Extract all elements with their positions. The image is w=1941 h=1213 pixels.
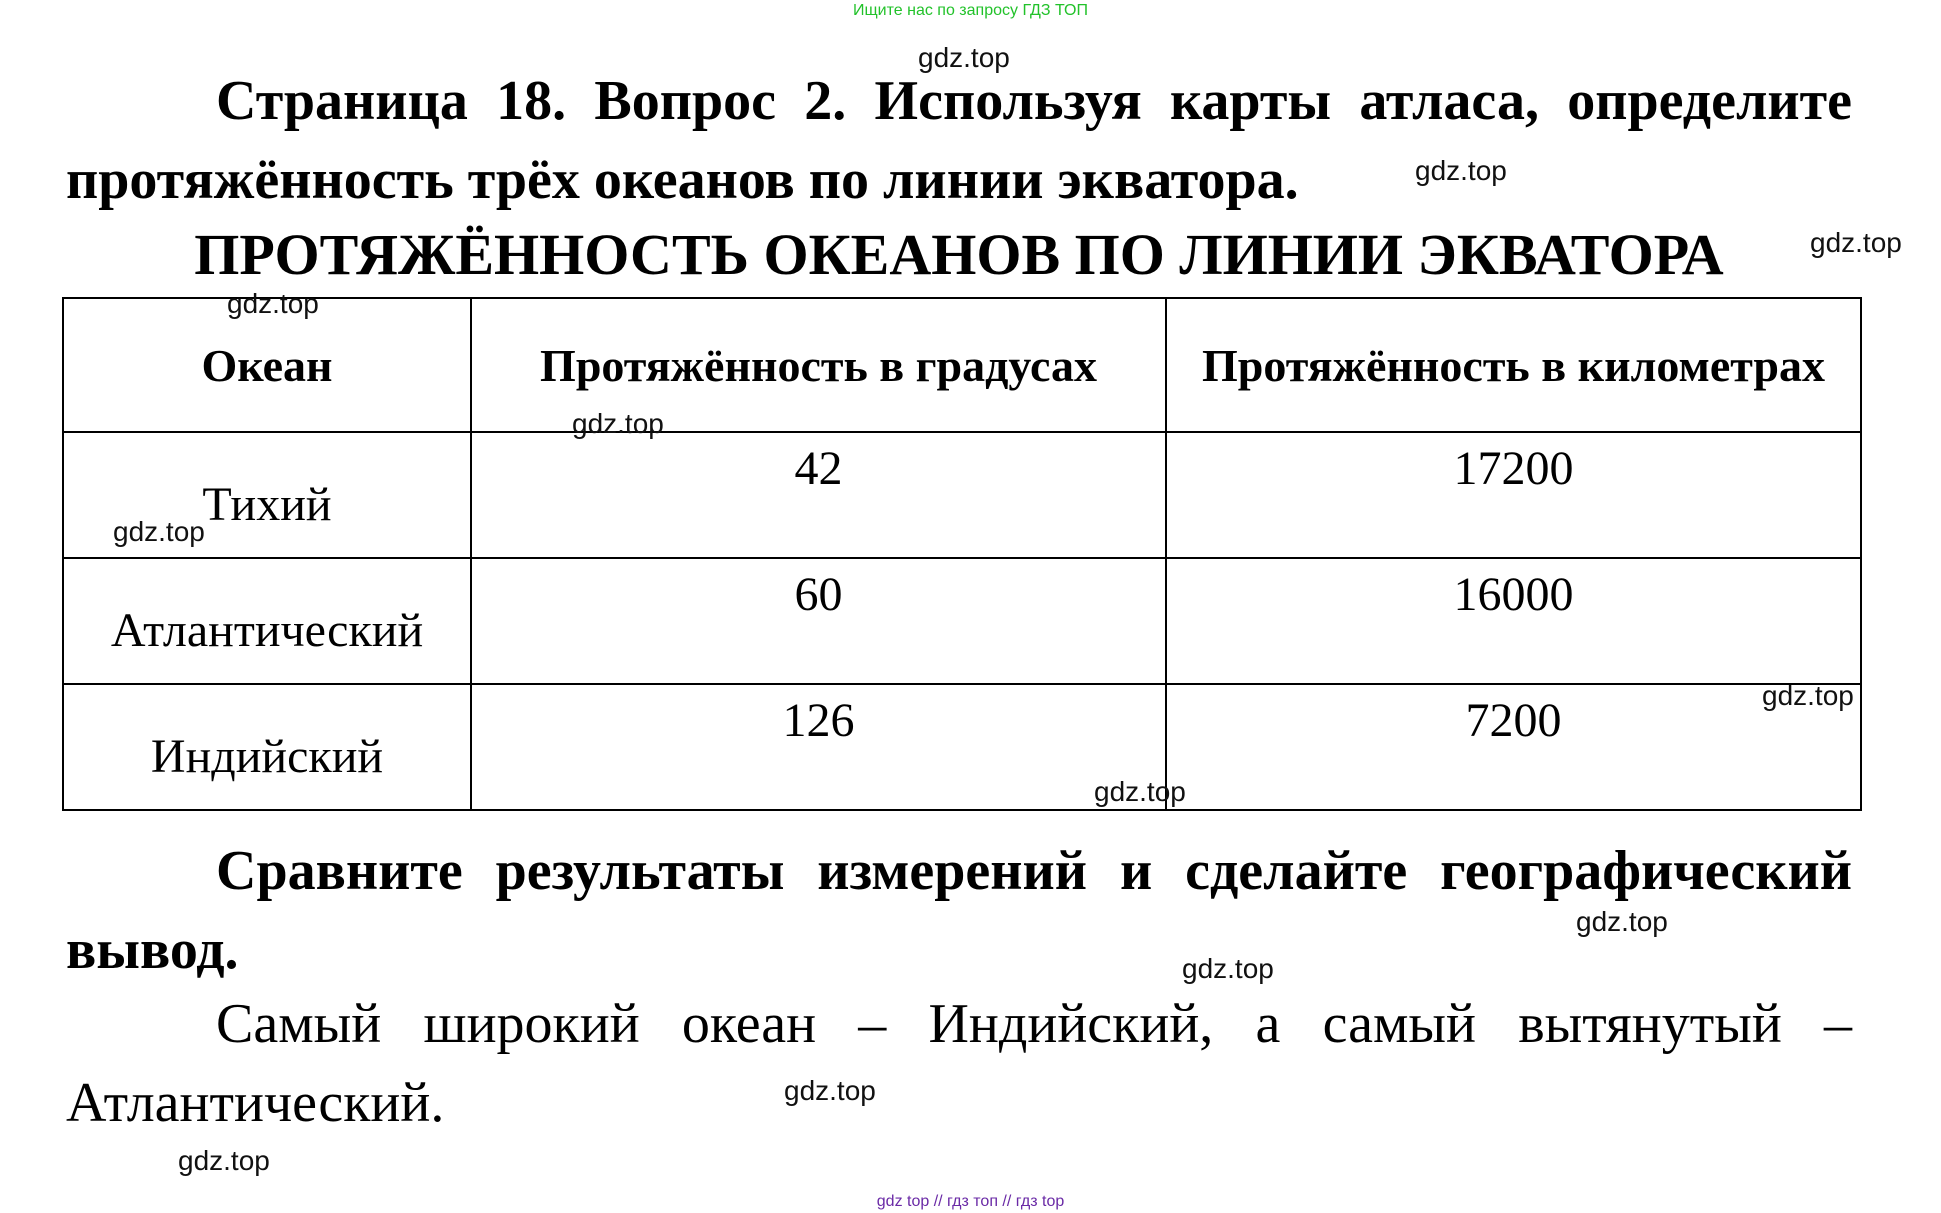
watermark: gdz.top [178, 1145, 270, 1176]
degrees-value: 126 [471, 684, 1166, 810]
degrees-value: 42 [471, 432, 1166, 558]
oceans-table [62, 297, 1862, 811]
search-hint: Ищите нас по запросу ГДЗ ТОП [853, 2, 1088, 19]
ocean-name: Тихий [63, 432, 471, 558]
table-title: ПРОТЯЖЁННОСТЬ ОКЕАНОВ ПО ЛИНИИ ЭКВАТОРА [194, 222, 1724, 287]
header-ocean: Океан [63, 298, 471, 432]
watermark: gdz.top [784, 1075, 876, 1106]
task-text: Сравните результаты измерений и сделайте географический вывод. [66, 840, 1852, 981]
table-row [63, 558, 1861, 684]
watermark: gdz.top [1810, 227, 1902, 258]
watermark: gdz.top [227, 288, 319, 319]
watermark: gdz.top [1762, 680, 1854, 711]
watermark: gdz.top [918, 42, 1010, 73]
watermark: gdz.top [1094, 776, 1186, 807]
kilometers-value: 17200 [1166, 432, 1861, 558]
watermark: gdz.top [572, 408, 664, 439]
footer-links[interactable]: gdz top // гдз топ // гдз top [876, 1193, 1065, 1210]
kilometers-value: 16000 [1166, 558, 1861, 684]
watermark: gdz.top [1182, 953, 1274, 984]
header-kilometers: Протяжённость в километрах [1166, 298, 1861, 432]
ocean-name: Атлантический [63, 558, 471, 684]
header-degrees: Протяжённость в градусах [471, 298, 1166, 432]
watermark: gdz.top [113, 516, 205, 547]
question-text: Страница 18. Вопрос 2. Используя карты атласа, определите протяжённость трёх океанов по линии экватора. [66, 70, 1852, 211]
table-header-row [63, 298, 1861, 432]
table-row [63, 432, 1861, 558]
kilometers-value: 7200 [1166, 684, 1861, 810]
degrees-value: 60 [471, 558, 1166, 684]
watermark: gdz.top [1415, 155, 1507, 186]
watermark: gdz.top [1576, 906, 1668, 937]
table-row [63, 684, 1861, 810]
answer-text: Самый широкий океан – Индийский, а самый вытянутый – Атлантический. [66, 993, 1852, 1134]
ocean-name: Индийский [63, 684, 471, 810]
